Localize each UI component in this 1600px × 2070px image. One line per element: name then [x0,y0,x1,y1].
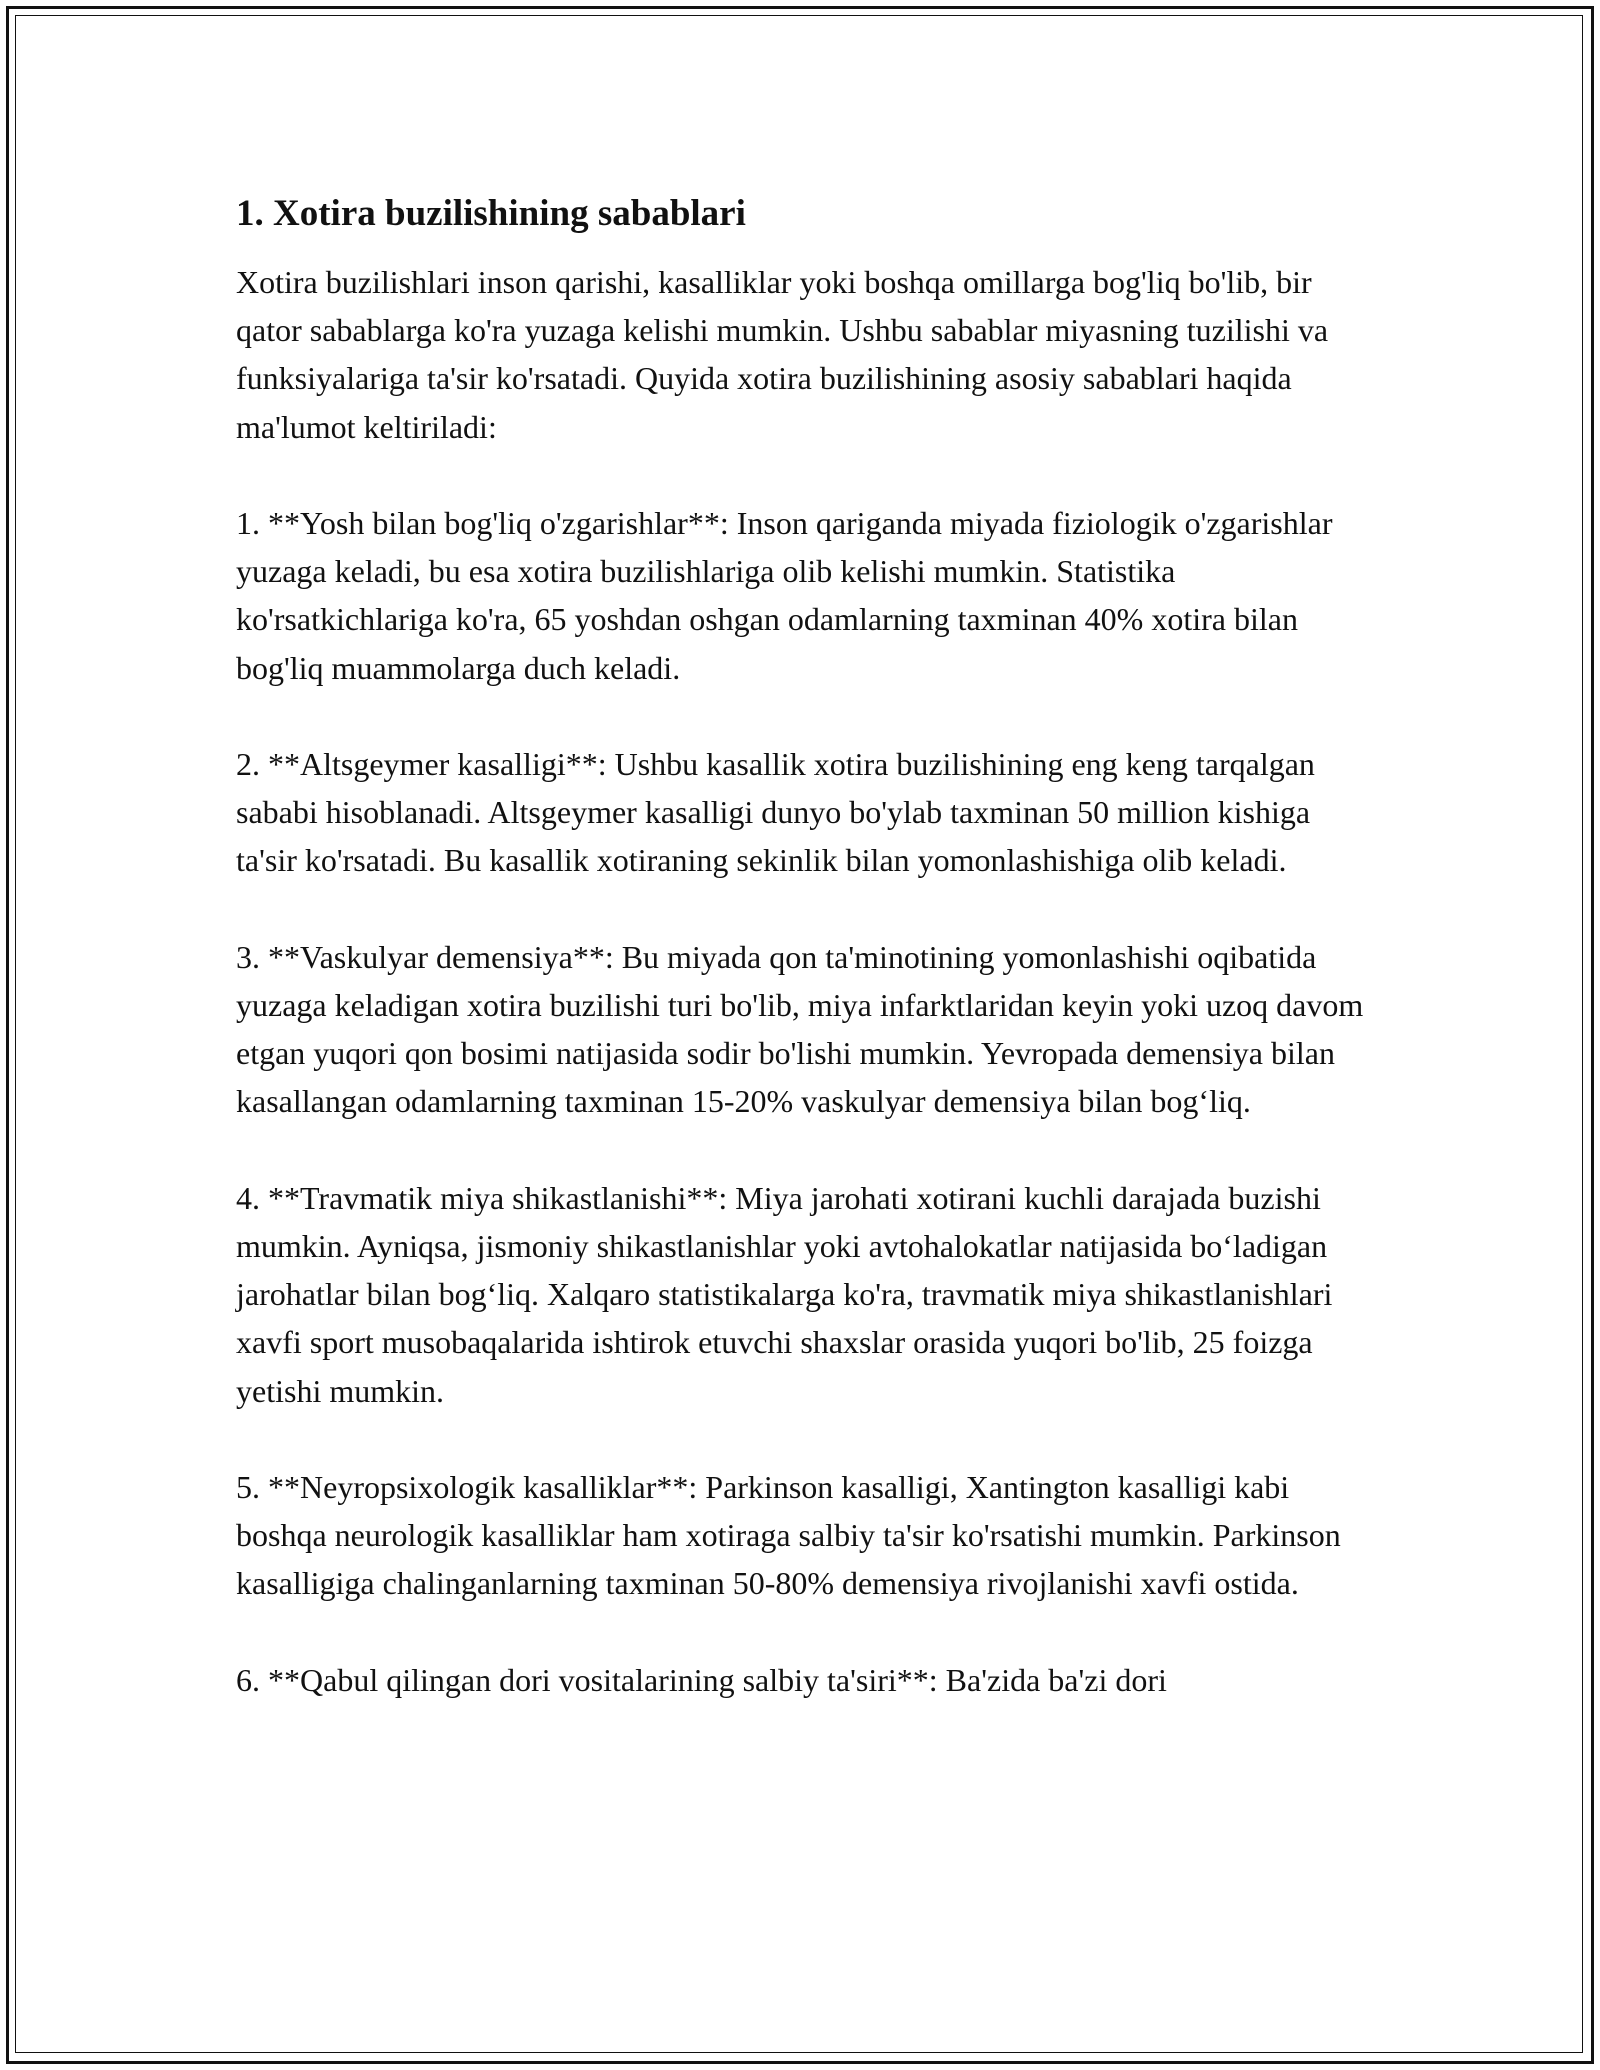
cause-vascular-dementia-paragraph: 3. **Vaskulyar demensiya**: Bu miyada qon ta'minotining yomonlashishi oqibatida yuzaga keladigan xotira buzilishi turi bo'lib, miya infarktlaridan keyin yoki uzoq davom etgan yuqori qon bosimi natijasida sodir bo'lishi mumkin. Yevropada demensiya bilan kasallangan odamlarning taxminan 15-20% vaskulyar demensiya bilan bog‘liq. [236,938,1364,1120]
section-heading: 1. Xotira buzilishining sabablari [236,193,746,234]
intro-paragraph: Xotira buzilishlari inson qarishi, kasalliklar yoki boshqa omillarga bog'liq bo'lib, bir qator sabablarga ko'ra yuzaga kelishi mumkin. Ushbu sabablar miyasning tuzilishi va funksiyalariga ta'sir ko'rsatadi. Quyida xotira buzilishining asosiy sabablari haqida ma'lumot keltiriladi: [236,264,1329,445]
cause-medication-paragraph: 6. **Qabul qilingan dori vositalarining salbiy ta'siri**: Ba'zida ba'zi dori [236,1661,1167,1698]
cause-alzheimer-paragraph: 2. **Altsgeymer kasalligi**: Ushbu kasallik xotira buzilishining eng keng tarqalgan sababi hisoblanadi. Altsgeymer kasalligi dunyo bo'ylab taxminan 50 million kishiga ta'sir ko'rsatadi. Bu kasallik xotiraning sekinlik bilan yomonlashishiga olib keladi. [236,746,1315,879]
cause-age-related-paragraph: 1. **Yosh bilan bog'liq o'zgarishlar**: Inson qariganda miyada fiziologik o'zgarishlar yuzaga keladi, bu esa xotira buzilishlariga olib kelishi mumkin. Statistika ko'rsatkichlariga ko'ra, 65 yoshdan oshgan odamlarning taxminan 40% xotira bilan bog'liq muammolarga duch keladi. [236,505,1333,686]
cause-brain-injury-paragraph: 4. **Travmatik miya shikastlanishi**: Miya jarohati xotirani kuchli darajada buzishi mumkin. Ayniqsa, jismoniy shikastlanishlar yoki avtohalokatlar natijasida bo‘ladigan jarohatlar bilan bog‘liq. Xalqaro statistikalarga ko'ra, travmatik miya shikastlanishlari xavfi sport musobaqalarida ishtirok etuvchi shaxslar orasida yuqori bo'lib, 25 foizga yetishi mumkin. [236,1179,1333,1409]
document-body [236,188,1376,1752]
cause-neuropsych-paragraph: 5. **Neyropsixologik kasalliklar**: Parkinson kasalligi, Xantington kasalligi kabi boshqa neurologik kasalliklar ham xotiraga salbiy ta'sir ko'rsatishi mumkin. Parkinson kasalligiga chalinganlarning taxminan 50-80% demensiya rivojlanishi xavfi ostida. [236,1469,1341,1602]
